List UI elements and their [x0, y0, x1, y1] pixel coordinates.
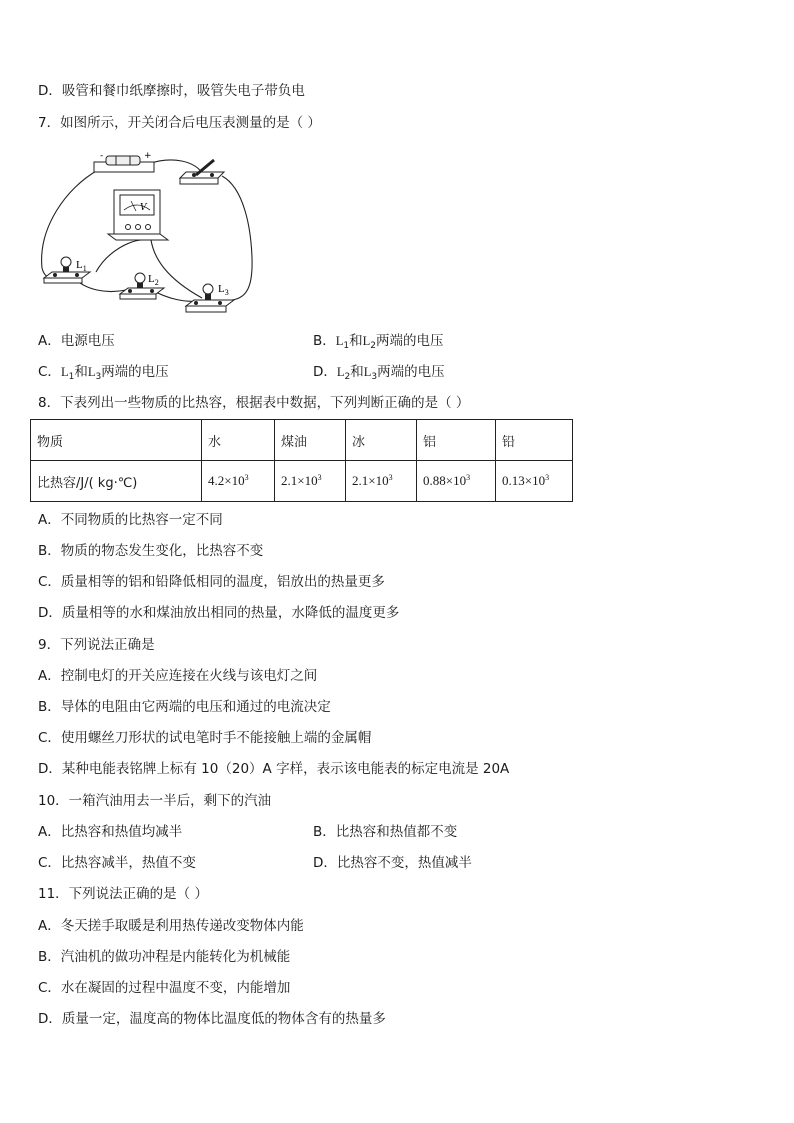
q11-option-b: B．汽油机的做功冲程是内能转化为机械能 [38, 949, 291, 965]
q7-option-d: D．$L_2$和$L_3$两端的电压 [313, 364, 445, 382]
wire-switch-to-l3 [222, 176, 252, 300]
lamp-l2-label: $L_2$ [148, 273, 159, 287]
table-row-label: 比热容/J/( kg·℃) [31, 461, 202, 502]
table-header-cell: 铅 [496, 420, 573, 461]
voltmeter-symbol: V [140, 203, 147, 213]
q7-option-b: B．$L_1$和$L_2$两端的电压 [313, 333, 444, 351]
table-cell: $0.13\times 10^3$ [496, 461, 573, 502]
table-header-cell: 物质 [31, 420, 202, 461]
table-header-row [31, 420, 573, 461]
battery-minus-label: - [100, 151, 104, 161]
q10-option-b: B．比热容和热值都不变 [313, 824, 458, 840]
q6-option-d: D．吸管和餐巾纸摩擦时，吸管失电子带负电 [38, 83, 305, 99]
battery-plus-label: + [144, 151, 152, 161]
q8-option-a: A．不同物质的比热容一定不同 [38, 512, 223, 528]
circuit-diagram-svg [36, 148, 276, 318]
q10-stem: 10．一箱汽油用去一半后，剩下的汽油 [38, 793, 272, 809]
q7-stem: 7．如图所示，开关闭合后电压表测量的是（ ） [38, 115, 321, 131]
lamp-l1-label: $L_1$ [76, 259, 87, 273]
table-cell: $2.1\times 10^3$ [275, 461, 346, 502]
q11-option-c: C．水在凝固的过程中温度不变，内能增加 [38, 980, 291, 996]
table-header-cell: 铝 [417, 420, 496, 461]
q8-stem: 8．下表列出一些物质的比热容，根据表中数据，下列判断正确的是（ ） [38, 395, 470, 411]
specific-heat-table [30, 419, 573, 502]
table-header-cell: 煤油 [275, 420, 346, 461]
q11-option-a: A．冬天搓手取暖是利用热传递改变物体内能 [38, 918, 304, 934]
wire-meter-to-l1 [96, 240, 142, 272]
q7-option-a: A．电源电压 [38, 333, 115, 349]
table-header-cell: 水 [202, 420, 275, 461]
circuit-diagram [36, 148, 276, 318]
q8-option-c: C．质量相等的铝和铅降低相同的温度，铝放出的热量更多 [38, 574, 385, 590]
table-cell: $0.88\times 10^3$ [417, 461, 496, 502]
switch-icon [180, 160, 224, 184]
q9-option-d: D．某种电能表铭牌上标有 10（20）A 字样，表示该电能表的标定电流是 20A [38, 761, 510, 777]
table-cell: $4.2\times 10^3$ [202, 461, 275, 502]
q10-option-c: C．比热容减半，热值不变 [38, 855, 196, 871]
lamp-l3-label: $L_3$ [218, 283, 229, 297]
q7-option-c: C．$L_1$和$L_3$两端的电压 [38, 364, 169, 382]
table-cell: $2.1\times 10^3$ [346, 461, 417, 502]
q9-option-a: A．控制电灯的开关应连接在火线与该电灯之间 [38, 668, 318, 684]
voltmeter-icon [108, 190, 168, 240]
table-row [31, 461, 573, 502]
q8-option-d: D．质量相等的水和煤油放出相同的热量，水降低的温度更多 [38, 605, 400, 621]
q9-option-c: C．使用螺丝刀形状的试电笔时手不能接触上端的金属帽 [38, 730, 372, 746]
q8-option-b: B．物质的物态发生变化，比热容不变 [38, 543, 264, 559]
q9-stem: 9．下列说法正确是 [38, 637, 155, 653]
q11-option-d: D．质量一定，温度高的物体比温度低的物体含有的热量多 [38, 1011, 386, 1027]
table-header-cell: 冰 [346, 420, 417, 461]
q9-option-b: B．导体的电阻由它两端的电压和通过的电流决定 [38, 699, 331, 715]
q10-option-a: A．比热容和热值均减半 [38, 824, 183, 840]
q10-option-d: D．比热容不变，热值减半 [313, 855, 472, 871]
q11-stem: 11．下列说法正确的是（ ） [38, 886, 208, 902]
